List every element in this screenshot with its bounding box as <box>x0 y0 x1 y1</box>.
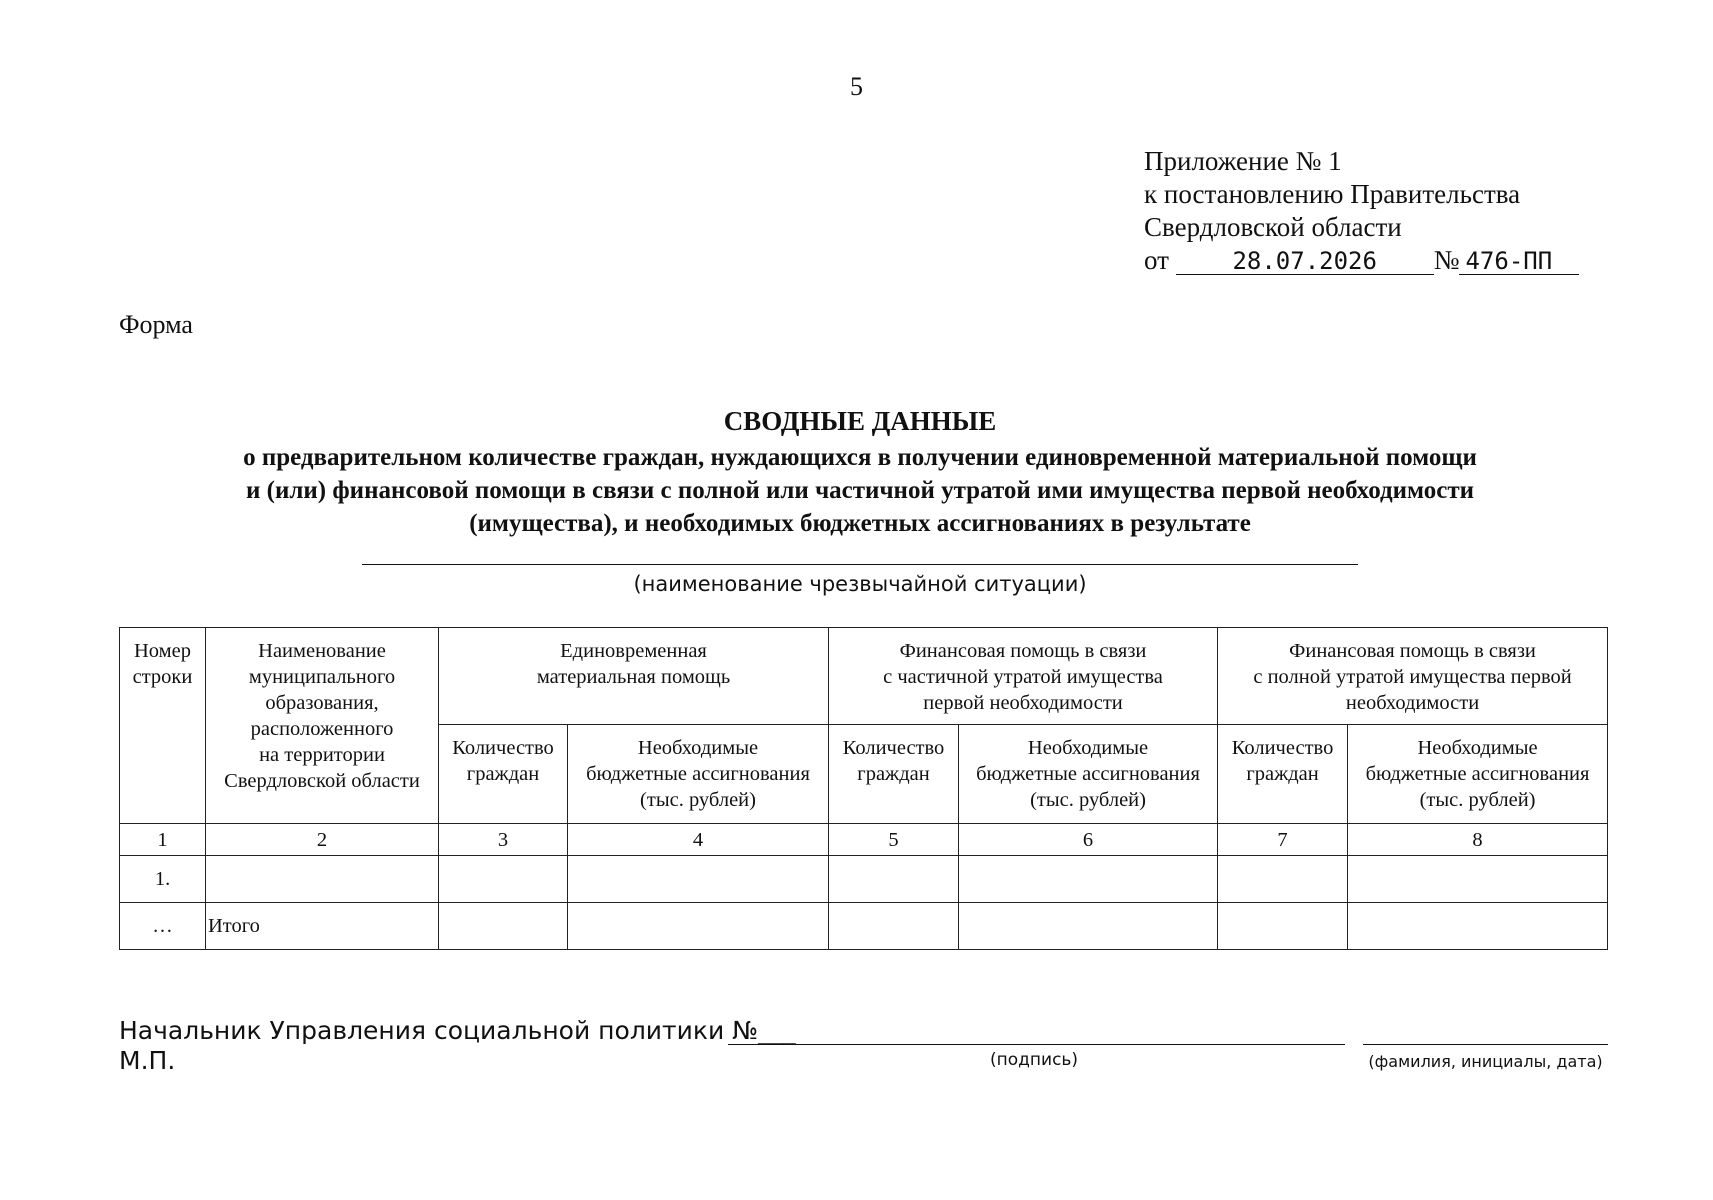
subtitle-line: о предварительном количестве граждан, нуждающихся в получении единовременной материальной помощи <box>243 444 1477 471</box>
name-caption: (фамилия, инициалы, дата) <box>1368 1052 1603 1071</box>
document-subtitle <box>130 441 1590 540</box>
signature-caption: (подпись) <box>990 1050 1079 1070</box>
summary-table <box>119 627 1608 950</box>
subtitle-line: (имущества), и необходимых бюджетных ассигнованиях в результате <box>469 510 1251 537</box>
page-number: 5 <box>850 72 863 101</box>
header-row-1 <box>120 628 1608 725</box>
name-line <box>1363 1044 1608 1045</box>
header-count: Количество граждан <box>829 725 959 824</box>
column-number: 1 <box>120 824 206 856</box>
empty-cell <box>829 856 959 903</box>
stamp-mark: М.П. <box>119 1046 176 1075</box>
empty-cell <box>1218 903 1348 950</box>
table-row-total <box>120 903 1608 950</box>
signer-block <box>119 1016 796 1076</box>
empty-cell <box>568 903 829 950</box>
resolution-date: 28.07.2026 <box>1176 248 1434 275</box>
header-count: Количество граждан <box>1218 725 1348 824</box>
row-name <box>206 856 439 903</box>
column-number-row <box>120 824 1608 856</box>
empty-cell <box>959 903 1218 950</box>
date-prefix: от <box>1144 245 1169 275</box>
empty-cell <box>1348 903 1608 950</box>
column-number: 5 <box>829 824 959 856</box>
appendix-line-2: к постановлению Правительства <box>1144 179 1521 209</box>
signature-line <box>728 1044 1345 1045</box>
column-number: 8 <box>1348 824 1608 856</box>
empty-cell <box>1348 856 1608 903</box>
column-number: 4 <box>568 824 829 856</box>
appendix-line-3: Свердловской области <box>1144 212 1402 242</box>
empty-cell <box>829 903 959 950</box>
empty-cell <box>439 903 568 950</box>
column-number: 6 <box>959 824 1218 856</box>
resolution-number: 476-ПП <box>1459 248 1579 275</box>
appendix-header <box>1144 145 1579 277</box>
empty-cell <box>568 856 829 903</box>
table-row <box>120 856 1608 903</box>
header-row-number: Номер строки <box>120 628 206 824</box>
emergency-name-line <box>362 564 1358 565</box>
header-municipality: Наименование муниципального образования, расположенного на территории Свердловской области <box>206 628 439 824</box>
appendix-date-row <box>1144 244 1579 277</box>
header-budget: Необходимые бюджетные ассигнования (тыс. рублей) <box>568 725 829 824</box>
header-one-time-aid: Единовременная материальная помощь <box>439 628 829 725</box>
empty-cell <box>959 856 1218 903</box>
column-number: 3 <box>439 824 568 856</box>
subtitle-line: и (или) финансовой помощи в связи с полной или частичной утратой ими имущества первой необходимости <box>245 477 1474 504</box>
row-number: 1. <box>120 856 206 903</box>
column-number: 7 <box>1218 824 1348 856</box>
appendix-line-1: Приложение № 1 <box>1144 146 1342 176</box>
header-budget: Необходимые бюджетные ассигнования (тыс. рублей) <box>1348 725 1608 824</box>
empty-cell <box>439 856 568 903</box>
header-partial-loss-aid: Финансовая помощь в связи с частичной утратой имущества первой необходимости <box>829 628 1218 725</box>
row-number: … <box>120 903 206 950</box>
header-budget: Необходимые бюджетные ассигнования (тыс. рублей) <box>959 725 1218 824</box>
number-prefix: № <box>1433 245 1460 275</box>
empty-cell <box>1218 856 1348 903</box>
document-title: СВОДНЫЕ ДАННЫЕ <box>723 406 997 436</box>
column-number: 2 <box>206 824 439 856</box>
form-label: Форма <box>119 310 193 339</box>
header-count: Количество граждан <box>439 725 568 824</box>
signer-title: Начальник Управления социальной политики №___ <box>119 1016 796 1045</box>
row-name-total: Итого <box>206 903 439 950</box>
header-full-loss-aid: Финансовая помощь в связи с полной утратой имущества первой необходимости <box>1218 628 1608 725</box>
emergency-caption: (наименование чрезвычайной ситуации) <box>633 572 1087 596</box>
